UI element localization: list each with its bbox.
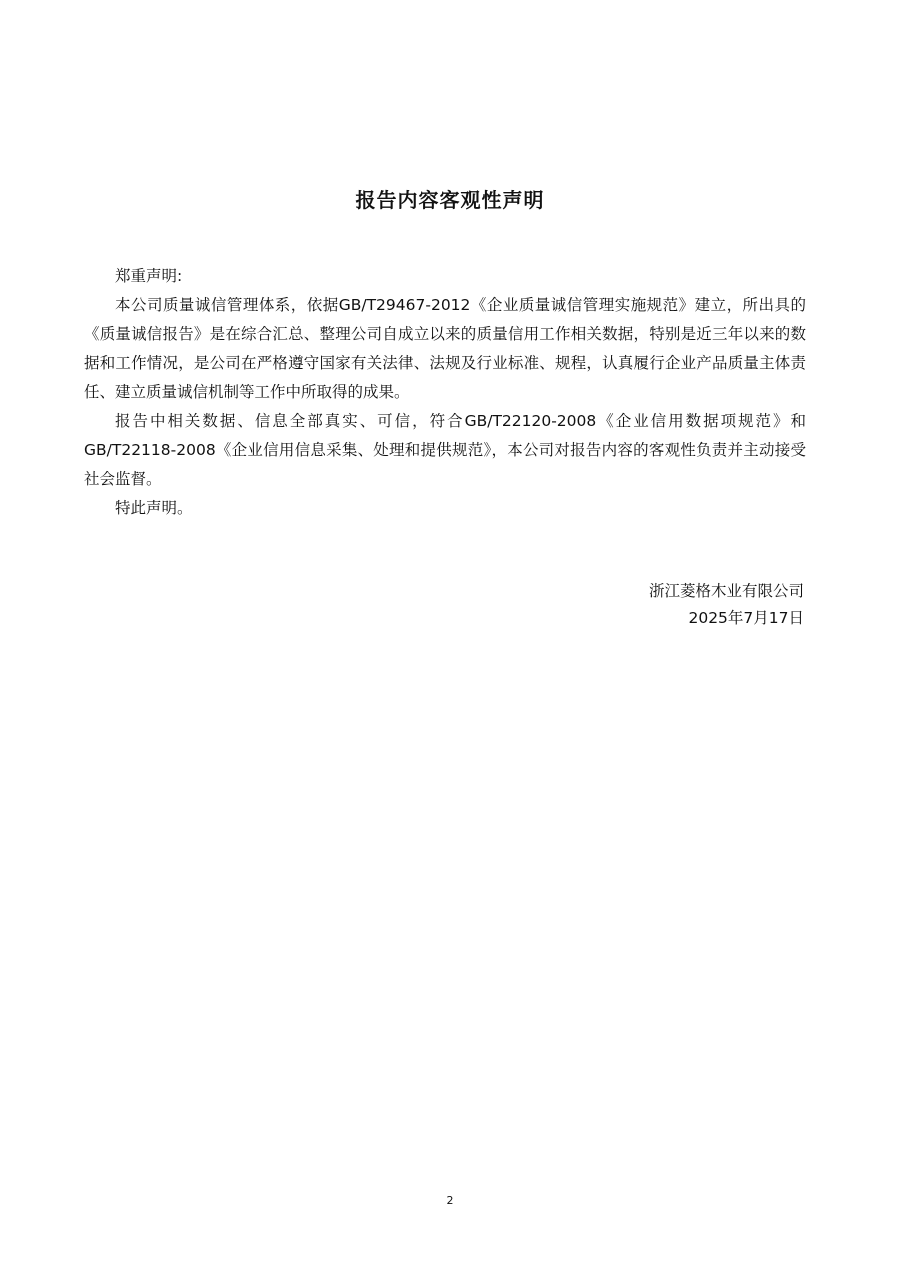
paragraph-closing: 特此声明。: [115, 499, 193, 517]
salutation: 郑重声明:: [115, 267, 183, 285]
document-title: 报告内容客观性声明: [355, 188, 545, 212]
page-number: 2: [446, 1194, 454, 1207]
paragraph-authenticity: 报告中相关数据、信息全部真实、可信，符合GB/T22120-2008《企业信用数据项规范》和GB/T22118-2008《企业信用信息采集、处理和提供规范》，本公司对报告内容的客观性负责并主动接受社会监督。: [84, 412, 806, 488]
signature-date: 2025年7月17日: [688, 609, 804, 627]
company-name: 浙江菱格木业有限公司: [648, 582, 804, 600]
signature-block: [649, 578, 804, 632]
paragraph-basis: 本公司质量诚信管理体系，依据GB/T29467-2012《企业质量诚信管理实施规范》建立，所出具的《质量诚信报告》是在综合汇总、整理公司自成立以来的质量信用工作相关数据，特别是近三年以来的数据和工作情况，是公司在严格遵守国家有关法律、法规及行业标准、规程，认真履行企业产品质量主体责任、建立质量诚信机制等工作中所取得的成果。: [84, 296, 806, 401]
declaration-body: [84, 262, 806, 523]
